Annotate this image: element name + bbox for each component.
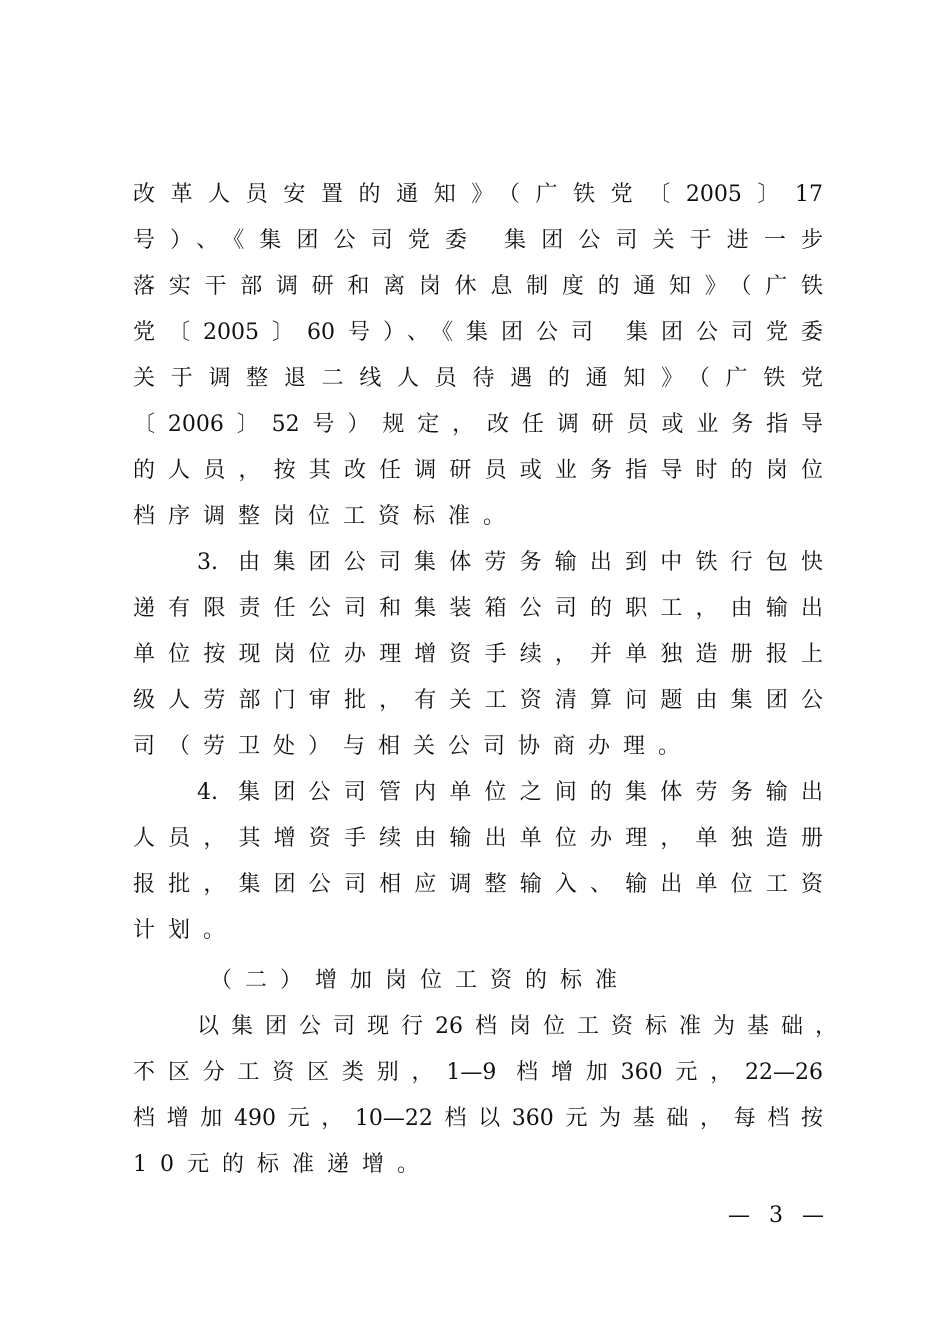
body-text-line: 落实干部调研和离岗休息制度的通知》（广铁 bbox=[133, 274, 823, 299]
body-text-line: 〔2006〕52号）规定，改任调研员或业务指导 bbox=[133, 412, 823, 437]
paragraph-item-3-start: 3. 由集团公司集体劳务输出到中铁行包快 bbox=[197, 550, 823, 575]
body-text-line: 档增加490元，10—22档以360元为基础，每档按 bbox=[133, 1106, 823, 1131]
paragraph-standard-start: 以集团公司现行26档岗位工资标准为基础， bbox=[197, 1014, 837, 1039]
body-text-line: 号）、《集团公司党委 集团公司关于进一步 bbox=[133, 228, 823, 253]
body-text-line: 10元的标准递增。 bbox=[133, 1152, 432, 1177]
body-text-line: 级人劳部门审批，有关工资清算问题由集团公 bbox=[133, 688, 823, 713]
body-text-line: 档序调整岗位工资标准。 bbox=[133, 504, 519, 529]
body-text-line: 改革人员安置的通知》（广铁党〔2005〕17 bbox=[133, 182, 823, 207]
body-text-line: 的人员，按其改任调研员或业务指导时的岗位 bbox=[133, 458, 823, 483]
page-number: — 3 — bbox=[728, 1203, 830, 1228]
body-text-line: 司（劳卫处）与相关公司协商办理。 bbox=[133, 734, 694, 759]
body-text-line: 计划。 bbox=[133, 918, 239, 943]
body-text-line: 不区分工资区类别，1—9 档增加360元，22—26 bbox=[133, 1060, 823, 1085]
body-text-line: 人员，其增资手续由输出单位办理，单独造册 bbox=[133, 826, 823, 851]
paragraph-item-4-start: 4. 集团公司管内单位之间的集体劳务输出 bbox=[197, 780, 823, 805]
body-text-line: 递有限责任公司和集装箱公司的职工，由输出 bbox=[133, 596, 823, 621]
body-text-line: 报批，集团公司相应调整输入、输出单位工资 bbox=[133, 872, 823, 897]
body-text-line: 党〔2005〕60号）、《集团公司 集团公司党委 bbox=[133, 320, 823, 345]
body-text-line: 关于调整退二线人员待遇的通知》（广铁党 bbox=[133, 366, 823, 391]
section-heading: （二）增加岗位工资的标准 bbox=[210, 968, 631, 993]
body-text-line: 单位按现岗位办理增资手续，并单独造册报上 bbox=[133, 642, 823, 667]
